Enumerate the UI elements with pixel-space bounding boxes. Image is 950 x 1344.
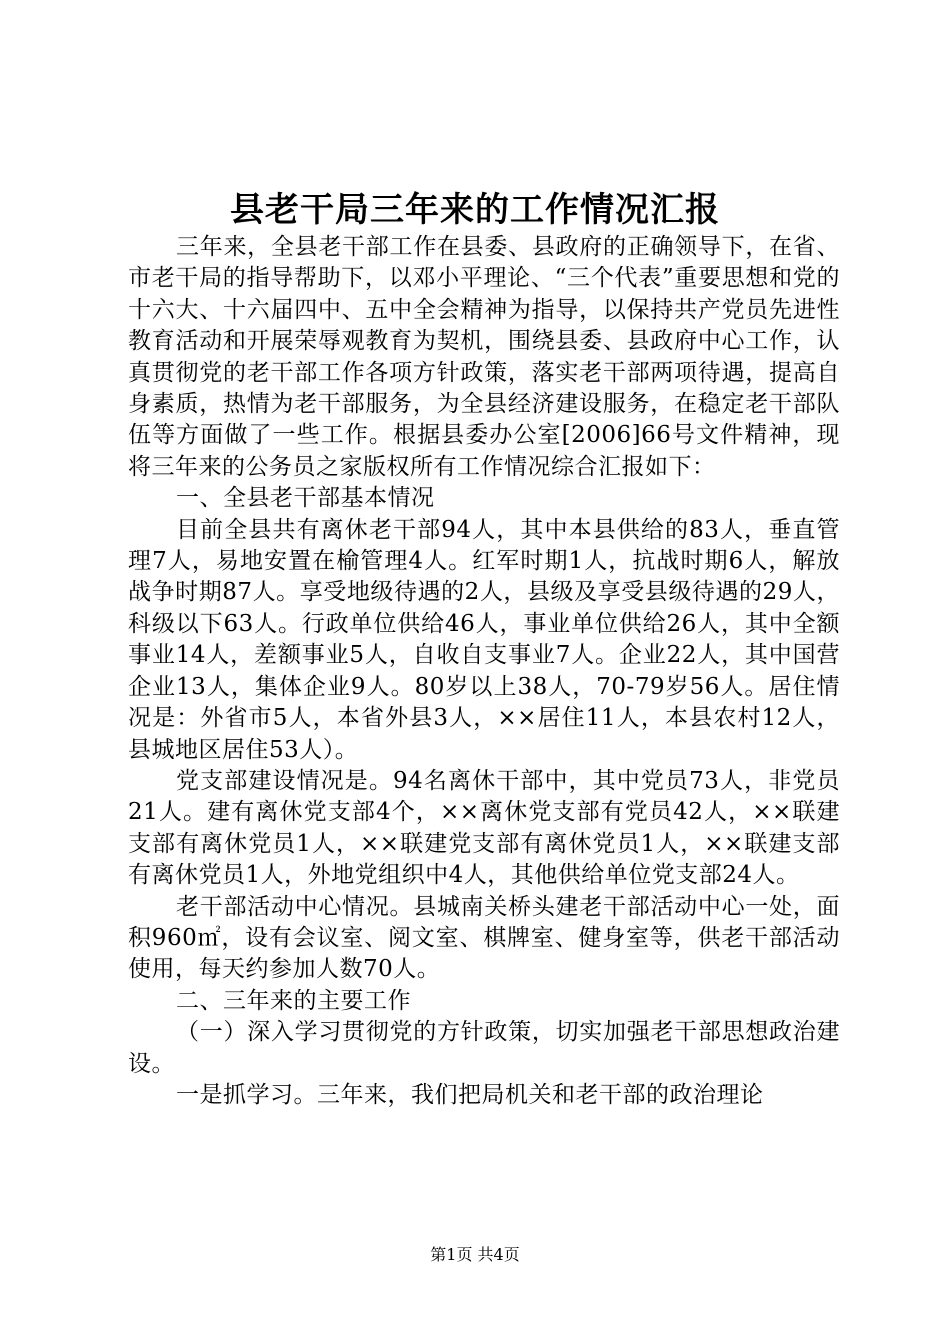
paragraph-study: 一是抓学习。三年来，我们把局机关和老干部的政治理论 (176, 1081, 764, 1108)
section-heading-2: 二、三年来的主要工作 (176, 987, 411, 1014)
document-title: 县老干局三年来的工作情况汇报 (230, 190, 720, 230)
paragraph-party-branch: 党支部建设情况是。94名离休干部中，其中党员73人，非党员21人。建有离休党支部4个，××离休党支部有党员42人，××联建支部有离休党员1人，××联建党支部有离休党员1人，××联建支部有离休党员1人，外地党组织中4人，其他供给单位党支部24人。 (128, 767, 840, 889)
page-footer: 第1页 共4页 (430, 1245, 520, 1264)
section-heading-1: 一、全县老干部基本情况 (176, 485, 435, 512)
subsection-heading-1: （一）深入学习贯彻党的方针政策，切实加强老干部思想政治建设。 (128, 1019, 840, 1077)
document-body (128, 232, 840, 1111)
paragraph-intro: 三年来，全县老干部工作在县委、县政府的正确领导下，在省、市老干局的指导帮助下，以邓小平理论、“三个代表”重要思想和党的十六大、十六届四中、五中全会精神为指导，以保持共产党员先进性教育活动和开展荣辱观教育为契机，围绕县委、县政府中心工作，认真贯彻党的老干部工作各项方针政策，落实老干部两项待遇，提高自身素质，热情为老干部服务，为全县经济建设服务，在稳定老干部队伍等方面做了一些工作。根据县委办公室[2006]66号文件精神，现将三年来的公务员之家版权所有工作情况综合汇报如下： (128, 234, 840, 480)
paragraph-activity-center: 老干部活动中心情况。县城南关桥头建老干部活动中心一处，面积960㎡，设有会议室、阅文室、棋牌室、健身室等，供老干部活动使用，每天约参加人数70人。 (128, 893, 840, 983)
paragraph-basic-info: 目前全县共有离休老干部94人，其中本县供给的83人，垂直管理7人，易地安置在榆管理4人。红军时期1人，抗战时期6人，解放战争时期87人。享受地级待遇的2人，县级及享受县级待遇的29人，科级以下63人。行政单位供给46人，事业单位供给26人，其中全额事业14人，差额事业5人，自收自支事业7人。企业22人，其中国营企业13人，集体企业9人。80岁以上38人，70-79岁56人。居住情况是：外省市5人，本省外县3人，××居住11人，本县农村12人，县城地区居住53人）。 (128, 516, 840, 763)
